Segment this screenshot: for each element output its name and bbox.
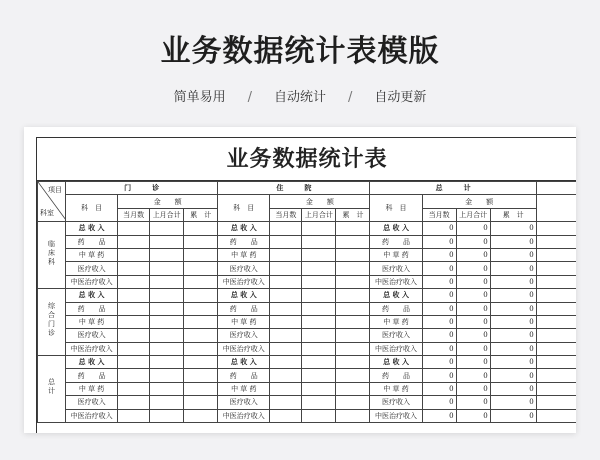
subject-cell: 药 品: [370, 302, 422, 315]
subject-cell: 医疗收入: [370, 262, 422, 275]
value-cell: [302, 235, 336, 248]
value-cell: [302, 329, 336, 342]
subject-cell: 医疗收入: [370, 329, 422, 342]
value-cell: [302, 289, 336, 302]
section-header-outpatient: 门 诊: [66, 182, 218, 195]
subject-cell: 中 草 药: [218, 382, 270, 395]
value-cell: [118, 329, 150, 342]
value-cell: 0: [422, 222, 456, 235]
value-cell: [302, 275, 336, 288]
value-cell: [184, 275, 218, 288]
value-cell: 0: [422, 356, 456, 369]
subject-cell: 医疗收入: [370, 396, 422, 409]
value-cell: [336, 302, 370, 315]
amount-header: 金 额: [118, 195, 218, 208]
value-cell: 0: [456, 409, 490, 422]
subject-cell: 中医治疗收入: [66, 409, 118, 422]
table-row: [38, 315, 577, 328]
subject-cell: 药 品: [218, 235, 270, 248]
value-cell: [302, 262, 336, 275]
value-cell: [118, 369, 150, 382]
value-cell: [150, 382, 184, 395]
value-cell: [118, 382, 150, 395]
value-cell: [270, 409, 302, 422]
col-header-cumulative: 累 计: [184, 208, 218, 221]
value-cell: 0: [456, 396, 490, 409]
value-cell: [118, 342, 150, 355]
table-row: [38, 369, 577, 382]
value-cell: [150, 248, 184, 261]
value-cell: 0: [456, 382, 490, 395]
value-cell: [302, 369, 336, 382]
value-cell: 0: [422, 382, 456, 395]
subject-cell: 中医治疗收入: [218, 275, 270, 288]
spreadsheet: [36, 137, 576, 433]
value-cell: [270, 248, 302, 261]
value-cell: [302, 302, 336, 315]
subject-header: 科 目: [66, 195, 118, 222]
col-header-cumulative: 累 计: [490, 208, 536, 221]
feature-auto-update: 自动更新: [374, 90, 427, 105]
value-cell: [118, 275, 150, 288]
value-cell: 0: [456, 289, 490, 302]
value-cell: [270, 275, 302, 288]
amount-header: 金 额: [270, 195, 370, 208]
value-cell: [270, 235, 302, 248]
subject-cell: 中 草 药: [370, 382, 422, 395]
subject-cell: 药 品: [66, 369, 118, 382]
value-cell: 0: [456, 356, 490, 369]
page-title: 业务数据统计表模版: [160, 34, 440, 69]
value-cell: [336, 369, 370, 382]
value-cell: [184, 248, 218, 261]
subject-cell: 药 品: [218, 302, 270, 315]
subject-cell: 中 草 药: [370, 315, 422, 328]
section-header-inpatient: 住 院: [218, 182, 370, 195]
dept-name: 综合门诊: [47, 302, 56, 339]
table-row: [38, 222, 577, 235]
value-cell: [118, 235, 150, 248]
value-cell: 0: [490, 329, 536, 342]
value-cell: [118, 315, 150, 328]
table-row: [38, 329, 577, 342]
table-row: [38, 342, 577, 355]
value-cell: [184, 262, 218, 275]
subject-cell: 总 收 入: [66, 289, 118, 302]
value-cell: [184, 396, 218, 409]
value-cell: [184, 222, 218, 235]
value-cell: 0: [490, 342, 536, 355]
value-cell: 0: [422, 315, 456, 328]
col-header-last: 上月合计: [302, 208, 336, 221]
col-header-current: 当月数: [270, 208, 302, 221]
value-cell: 0: [490, 369, 536, 382]
value-cell: 0: [456, 222, 490, 235]
value-cell: 0: [490, 396, 536, 409]
subject-cell: 医疗收入: [66, 329, 118, 342]
value-cell: [302, 382, 336, 395]
value-cell: [118, 222, 150, 235]
table-row: [38, 289, 577, 302]
value-cell: [118, 302, 150, 315]
value-cell: 0: [422, 329, 456, 342]
section-header-total: 总 计: [370, 182, 536, 195]
value-cell: [336, 275, 370, 288]
value-cell: [302, 222, 336, 235]
subject-cell: 中 草 药: [66, 315, 118, 328]
dept-name: 临床科: [47, 239, 56, 267]
subject-cell: 中 草 药: [66, 382, 118, 395]
value-cell: [184, 302, 218, 315]
value-cell: [150, 396, 184, 409]
value-cell: [336, 382, 370, 395]
value-cell: 0: [456, 315, 490, 328]
value-cell: [270, 342, 302, 355]
subject-cell: 中医治疗收入: [370, 409, 422, 422]
value-cell: 0: [456, 329, 490, 342]
table-row: [38, 409, 577, 422]
value-cell: 0: [422, 248, 456, 261]
value-cell: [270, 289, 302, 302]
table-row: [38, 235, 577, 248]
value-cell: [184, 382, 218, 395]
value-cell: [302, 409, 336, 422]
value-cell: [184, 289, 218, 302]
subject-cell: 中医治疗收入: [370, 275, 422, 288]
value-cell: [336, 222, 370, 235]
value-cell: [336, 396, 370, 409]
template-preview-card: [24, 127, 576, 433]
value-cell: [302, 248, 336, 261]
value-cell: [336, 315, 370, 328]
value-cell: 0: [490, 275, 536, 288]
value-cell: [336, 262, 370, 275]
subject-cell: 总 收 入: [370, 289, 422, 302]
value-cell: [150, 302, 184, 315]
subject-header: 科 目: [370, 195, 422, 222]
subject-cell: 中 草 药: [218, 248, 270, 261]
separator: /: [247, 90, 252, 105]
subject-cell: 医疗收入: [66, 396, 118, 409]
subject-cell: 中 草 药: [370, 248, 422, 261]
value-cell: [270, 315, 302, 328]
table-row: [38, 356, 577, 369]
dept-name: 总计: [47, 378, 56, 397]
subject-cell: 中 草 药: [218, 315, 270, 328]
subject-cell: 医疗收入: [66, 262, 118, 275]
subject-cell: 总 收 入: [218, 222, 270, 235]
value-cell: 0: [422, 302, 456, 315]
value-cell: 0: [490, 315, 536, 328]
value-cell: 0: [490, 248, 536, 261]
subject-cell: 中医治疗收入: [218, 342, 270, 355]
value-cell: 0: [490, 302, 536, 315]
value-cell: [184, 356, 218, 369]
value-cell: [270, 369, 302, 382]
value-cell: [270, 222, 302, 235]
value-cell: 0: [490, 262, 536, 275]
value-cell: [118, 262, 150, 275]
value-cell: [150, 356, 184, 369]
value-cell: 0: [422, 369, 456, 382]
value-cell: 0: [422, 409, 456, 422]
value-cell: [270, 382, 302, 395]
separator: /: [348, 90, 353, 105]
subject-cell: 药 品: [370, 235, 422, 248]
value-cell: 0: [422, 275, 456, 288]
value-cell: 0: [456, 342, 490, 355]
value-cell: [302, 356, 336, 369]
value-cell: [336, 409, 370, 422]
subject-cell: 药 品: [66, 235, 118, 248]
value-cell: 0: [490, 222, 536, 235]
subject-cell: 中 草 药: [66, 248, 118, 261]
value-cell: 0: [456, 369, 490, 382]
value-cell: [184, 369, 218, 382]
subject-cell: 总 收 入: [370, 356, 422, 369]
table-row: [38, 382, 577, 395]
value-cell: [150, 329, 184, 342]
value-cell: [150, 342, 184, 355]
subject-header: 科 目: [218, 195, 270, 222]
value-cell: [302, 315, 336, 328]
value-cell: [118, 396, 150, 409]
value-cell: [150, 289, 184, 302]
value-cell: 0: [422, 289, 456, 302]
subject-cell: 医疗收入: [218, 329, 270, 342]
value-cell: [270, 356, 302, 369]
amount-header: 金 额: [422, 195, 536, 208]
feature-tagline: [0, 86, 600, 105]
value-cell: [270, 329, 302, 342]
table-row: [38, 302, 577, 315]
value-cell: [150, 369, 184, 382]
sheet-title: 业务数据统计表: [37, 138, 576, 181]
subject-cell: 总 收 入: [66, 222, 118, 235]
dept-name-cell: [38, 222, 66, 289]
table-row: [38, 275, 577, 288]
value-cell: [184, 342, 218, 355]
value-cell: 0: [456, 248, 490, 261]
value-cell: [270, 396, 302, 409]
value-cell: [270, 302, 302, 315]
stats-table: [37, 181, 576, 423]
value-cell: 0: [490, 409, 536, 422]
dept-name-cell: [38, 356, 66, 423]
dept-name-cell: [38, 289, 66, 356]
value-cell: [118, 356, 150, 369]
value-cell: [336, 356, 370, 369]
value-cell: 0: [456, 302, 490, 315]
subject-cell: 总 收 入: [218, 356, 270, 369]
subject-cell: 中医治疗收入: [66, 342, 118, 355]
value-cell: [150, 222, 184, 235]
value-cell: 0: [490, 382, 536, 395]
value-cell: [118, 248, 150, 261]
subject-cell: 中医治疗收入: [218, 409, 270, 422]
subject-cell: 总 收 入: [218, 289, 270, 302]
value-cell: [336, 248, 370, 261]
value-cell: 0: [422, 342, 456, 355]
value-cell: [184, 329, 218, 342]
subject-cell: 医疗收入: [218, 262, 270, 275]
subject-cell: 中医治疗收入: [66, 275, 118, 288]
subject-cell: 中医治疗收入: [370, 342, 422, 355]
value-cell: 0: [422, 262, 456, 275]
header-dept-label: 科室: [40, 209, 54, 218]
col-header-current: 当月数: [118, 208, 150, 221]
col-header-last: 上月合计: [456, 208, 490, 221]
value-cell: [336, 235, 370, 248]
value-cell: [336, 289, 370, 302]
value-cell: [150, 262, 184, 275]
feature-easy: 简单易用: [173, 90, 226, 105]
col-header-cumulative: 累 计: [336, 208, 370, 221]
value-cell: 0: [456, 235, 490, 248]
table-row: [38, 396, 577, 409]
header-item-label: 项目: [48, 186, 63, 194]
value-cell: [118, 289, 150, 302]
col-header-current: 当月数: [422, 208, 456, 221]
col-header-last: 上月合计: [150, 208, 184, 221]
value-cell: [118, 409, 150, 422]
value-cell: 0: [456, 275, 490, 288]
value-cell: 0: [422, 235, 456, 248]
value-cell: 0: [422, 396, 456, 409]
value-cell: 0: [490, 289, 536, 302]
table-row: [38, 262, 577, 275]
value-cell: [184, 235, 218, 248]
value-cell: [336, 329, 370, 342]
value-cell: 0: [456, 262, 490, 275]
value-cell: [270, 262, 302, 275]
value-cell: [150, 315, 184, 328]
subject-cell: 药 品: [370, 369, 422, 382]
value-cell: 0: [490, 356, 536, 369]
header-diagonal-cell: [38, 182, 66, 222]
value-cell: [184, 409, 218, 422]
feature-auto-stat: 自动统计: [273, 90, 326, 105]
subject-cell: 药 品: [66, 302, 118, 315]
value-cell: 0: [490, 235, 536, 248]
subject-cell: 医疗收入: [218, 396, 270, 409]
value-cell: [150, 409, 184, 422]
subject-cell: 总 收 入: [66, 356, 118, 369]
value-cell: [336, 342, 370, 355]
table-row: [38, 248, 577, 261]
subject-cell: 总 收 入: [370, 222, 422, 235]
value-cell: [184, 315, 218, 328]
value-cell: [150, 275, 184, 288]
subject-cell: 药 品: [218, 369, 270, 382]
value-cell: [150, 235, 184, 248]
value-cell: [302, 396, 336, 409]
value-cell: [302, 342, 336, 355]
